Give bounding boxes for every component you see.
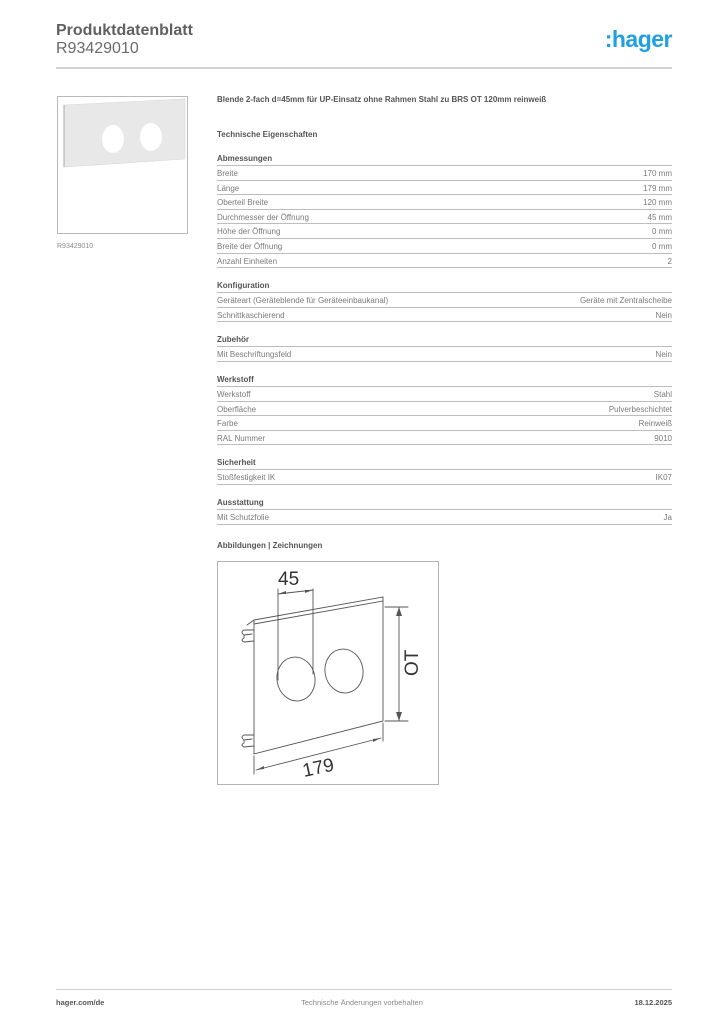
spec-row <box>217 510 672 525</box>
footer-divider <box>56 989 672 990</box>
document-title: Produktdatenblatt <box>56 22 193 39</box>
spec-value: Pulverbeschichtet <box>608 404 672 414</box>
spec-row <box>217 254 672 269</box>
group-title: Konfiguration <box>217 280 672 293</box>
spec-row <box>217 210 672 225</box>
header-divider <box>56 67 672 69</box>
spec-label: Werkstoff <box>217 389 251 399</box>
spec-row <box>217 347 672 362</box>
thumbnail-caption: R93429010 <box>57 243 94 250</box>
spec-row <box>217 181 672 196</box>
spec-label: Schnittkaschierend <box>217 310 285 320</box>
spec-value: Reinweiß <box>638 419 672 429</box>
spec-label: Länge <box>217 183 240 193</box>
spec-value: 9010 <box>654 433 672 443</box>
product-description: Blende 2-fach d=45mm für UP-Einsatz ohne Rahmen Stahl zu BRS OT 120mm reinweiß <box>217 95 547 104</box>
spec-row <box>217 431 672 446</box>
footer-date: 18.12.2025 <box>634 998 672 1007</box>
page-header <box>56 20 672 70</box>
spec-row <box>217 416 672 431</box>
spec-label: Höhe der Öffnung <box>217 227 281 237</box>
group-abmessungen <box>217 153 672 268</box>
spec-label: Stoßfestigkeit IK <box>217 473 276 483</box>
spec-row <box>217 308 672 323</box>
hager-logo: :hager <box>604 26 672 52</box>
article-number: R93429010 <box>56 40 139 57</box>
spec-value: 170 mm <box>643 169 672 178</box>
group-title: Zubehör <box>217 334 672 347</box>
group-ausstattung <box>217 497 672 525</box>
spec-label: Oberfläche <box>217 404 257 414</box>
spec-row <box>217 224 672 239</box>
spec-value: IK07 <box>655 473 672 483</box>
spec-value: Stahl <box>653 389 672 399</box>
spec-value: 0 mm <box>652 227 672 237</box>
group-title: Sicherheit <box>217 457 672 470</box>
spec-label: Geräteart (Geräteblende für Geräteeinbaukanal) <box>217 296 389 306</box>
spec-row <box>217 470 672 485</box>
spec-value: 120 mm <box>643 198 672 208</box>
spec-row <box>217 239 672 254</box>
spec-value: 45 mm <box>647 212 672 222</box>
spec-label: Mit Schutzfolie <box>217 512 270 522</box>
group-zubehoer <box>217 334 672 362</box>
spec-row <box>217 402 672 417</box>
spec-label: Durchmesser der Öffnung <box>217 212 309 222</box>
group-title: Werkstoff <box>217 374 672 387</box>
technical-properties-title: Technische Eigenschaften <box>217 130 318 139</box>
product-thumbnail <box>57 96 188 234</box>
group-werkstoff <box>217 374 672 445</box>
dim-diameter-label: 45 <box>278 569 300 590</box>
spec-value: Nein <box>655 310 672 320</box>
spec-label: Oberteil Breite <box>217 198 269 208</box>
spec-row <box>217 293 672 308</box>
group-konfiguration <box>217 280 672 322</box>
spec-label: RAL Nummer <box>217 433 266 443</box>
spec-label: Breite der Öffnung <box>217 241 283 251</box>
spec-row <box>217 166 672 181</box>
spec-value: Ja <box>663 512 672 522</box>
spec-value: Nein <box>655 350 672 360</box>
dim-length-label: 179 <box>300 754 337 782</box>
dimension-drawing-icon <box>218 562 438 784</box>
spec-value: Geräte mit Zentralscheibe <box>579 296 672 306</box>
spec-row <box>217 387 672 402</box>
dim-height-label: OT <box>402 649 423 676</box>
figures-title: Abbildungen | Zeichnungen <box>217 541 323 550</box>
spec-label: Mit Beschriftungsfeld <box>217 350 292 360</box>
spec-row <box>217 195 672 210</box>
spec-label: Breite <box>217 169 238 178</box>
spec-value: 0 mm <box>652 241 672 251</box>
footer-disclaimer: Technische Änderungen vorbehalten <box>301 998 423 1007</box>
footer-website[interactable]: hager.com/de <box>56 998 105 1007</box>
spec-content <box>217 94 672 525</box>
spec-label: Anzahl Einheiten <box>217 256 278 266</box>
technical-drawing <box>217 561 439 785</box>
group-title: Abmessungen <box>217 153 672 166</box>
group-title: Ausstattung <box>217 497 672 510</box>
group-sicherheit <box>217 457 672 485</box>
spec-label: Farbe <box>217 419 238 429</box>
product-image-icon <box>58 97 187 233</box>
spec-value: 2 <box>667 256 672 266</box>
spec-value: 179 mm <box>643 183 672 193</box>
